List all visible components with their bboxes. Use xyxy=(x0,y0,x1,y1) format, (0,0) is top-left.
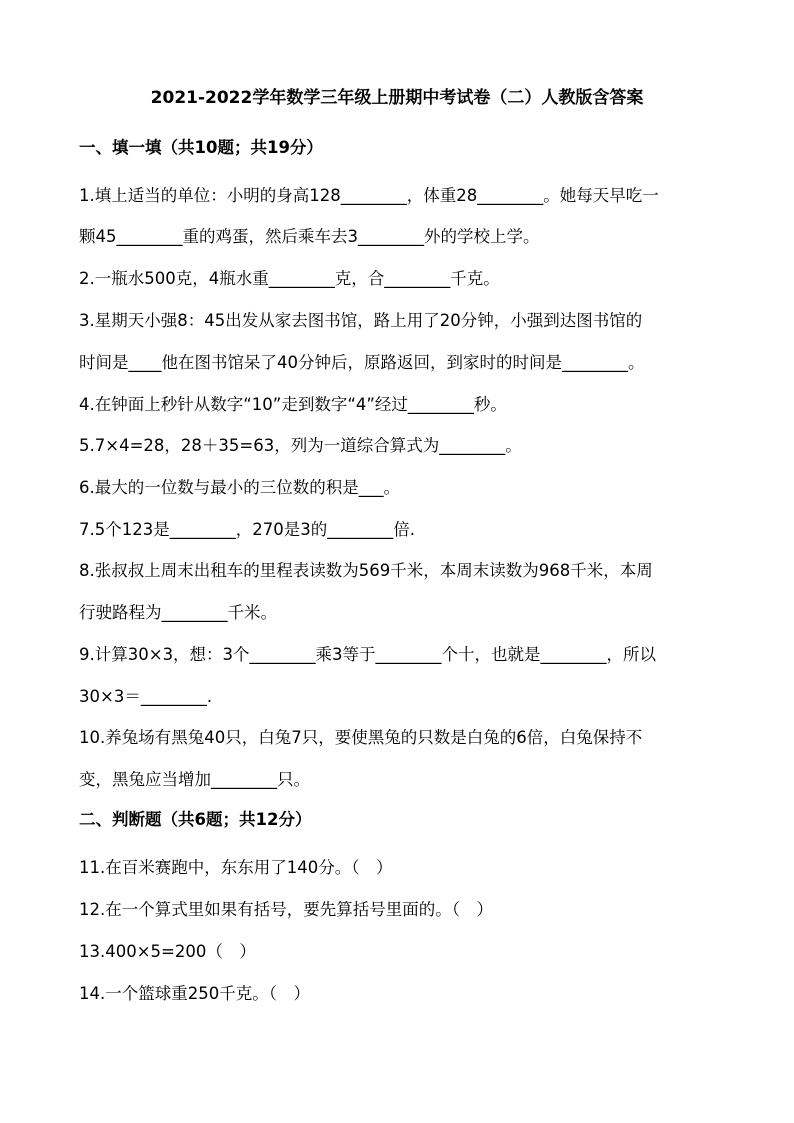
question-8-line-1: 8.张叔叔上周末出租车的里程表读数为569千米，本周末读数为968千米，本周 xyxy=(79,561,653,580)
question-11: 11.在百米赛跑中，东东用了140分。（ ） xyxy=(79,858,393,877)
question-4: 4.在钟面上秒针从数字“10”走到数字“4”经过________秒。 xyxy=(79,395,507,414)
question-13: 13.400×5=200（ ） xyxy=(79,942,256,961)
question-10-line-2: 变，黑兔应当增加________只。 xyxy=(79,770,310,789)
question-3-line-2: 时间是____他在图书馆呆了40分钟后，原路返回，到家时的时间是________。 xyxy=(79,353,645,372)
section-heading-true-false: 二、判断题（共6题；共12分） xyxy=(79,810,312,829)
section-heading-fill-in: 一、填一填（共10题；共19分） xyxy=(79,138,323,157)
question-6: 6.最大的一位数与最小的三位数的积是___。 xyxy=(79,478,400,497)
question-8-line-2: 行驶路程为________千米。 xyxy=(79,603,277,622)
question-1-line-2: 颗45________重的鸡蛋，然后乘车去3________外的学校上学。 xyxy=(79,227,540,246)
question-7: 7.5个123是________，270是3的________倍. xyxy=(79,520,415,539)
page-title: 2021-2022学年数学三年级上册期中考试卷（二）人教版含答案 xyxy=(150,88,644,108)
question-12: 12.在一个算式里如果有括号，要先算括号里面的。（ ） xyxy=(79,900,493,919)
question-2: 2.一瓶水500克，4瓶水重________克，合________千克。 xyxy=(79,269,500,288)
question-5: 5.7×4=28，28＋35=63，列为一道综合算式为________。 xyxy=(79,436,522,455)
question-1-line-1: 1.填上适当的单位：小明的身高128________，体重28________。她每天早吃一 xyxy=(79,186,659,205)
question-3-line-1: 3.星期天小强8：45出发从家去图书馆，路上用了20分钟，小强到达图书馆的 xyxy=(79,311,643,330)
question-14: 14.一个篮球重250千克。（ ） xyxy=(79,984,310,1003)
question-9-line-1: 9.计算30×3，想：3个________乘3等于________个十，也就是________，所以 xyxy=(79,645,657,664)
question-10-line-1: 10.养兔场有黑兔40只，白兔7只，要使黑兔的只数是白兔的6倍，白兔保持不 xyxy=(79,728,643,747)
question-9-line-2: 30×3＝________. xyxy=(79,687,213,706)
